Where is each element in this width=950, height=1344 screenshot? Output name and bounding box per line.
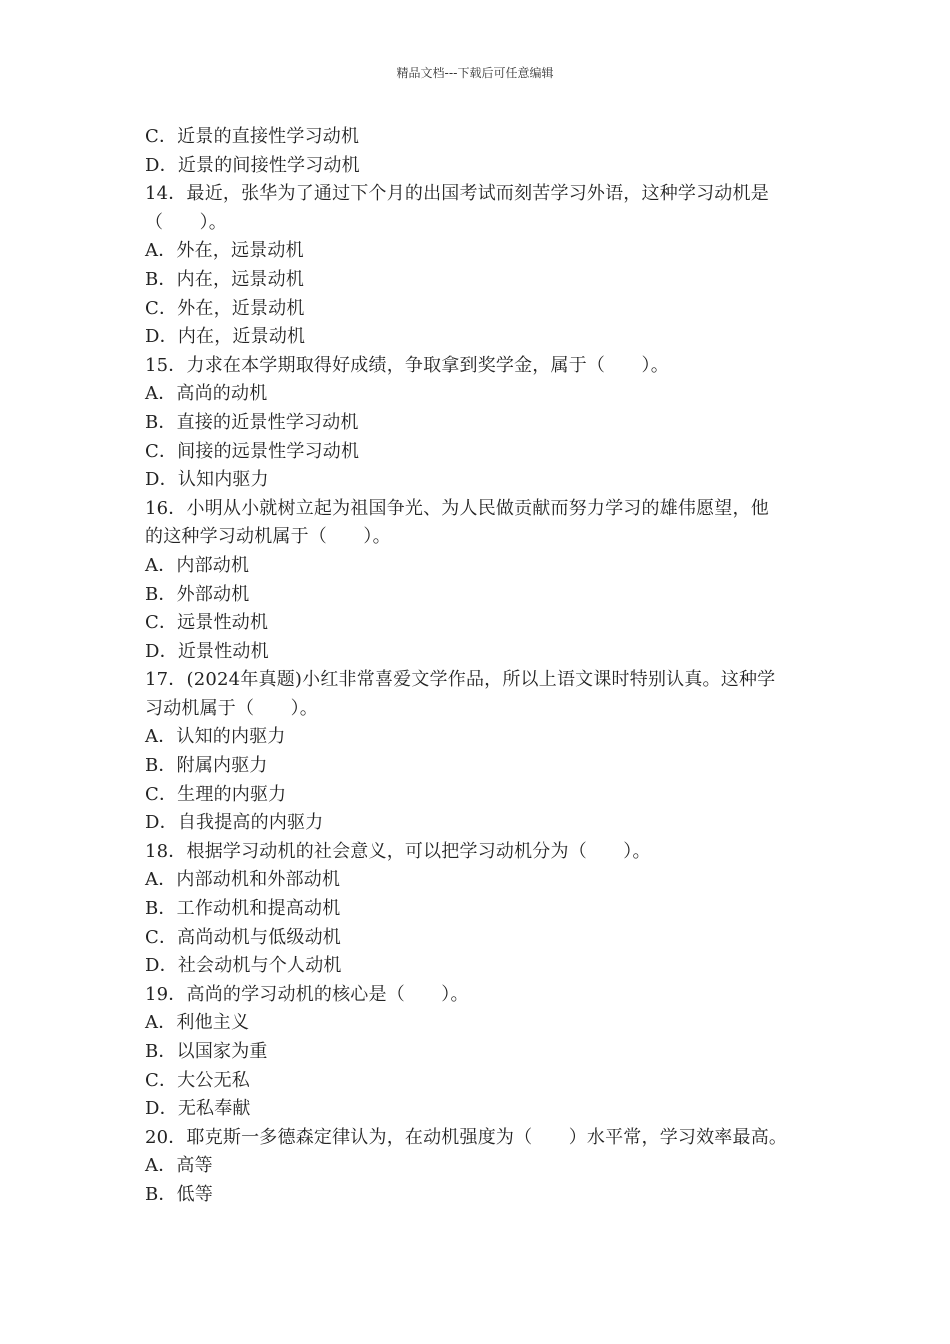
question-16-continued: 的这种学习动机属于（ ）。 <box>145 526 391 548</box>
question-19: 19．高尚的学习动机的核心是（ ）。 <box>145 983 469 1005</box>
question-17: 17．(2024年真题)小红非常喜爱文学作品，所以上语文课时特别认真。这种学 <box>145 669 776 691</box>
option-line: A．内部动机 <box>145 554 250 576</box>
question-18: 18．根据学习动机的社会意义，可以把学习动机分为（ ）。 <box>145 840 651 862</box>
option-line: D．内在，近景动机 <box>145 326 306 348</box>
option-line: D．近景的间接性学习动机 <box>145 154 360 176</box>
option-line: D．无私奉献 <box>145 1098 251 1120</box>
option-line: B．直接的近景性学习动机 <box>145 411 359 433</box>
option-line: B．外部动机 <box>145 583 250 605</box>
option-line: C．高尚动机与低级动机 <box>145 926 341 948</box>
option-line: A．外在，远景动机 <box>145 240 304 262</box>
question-17-continued: 习动机属于（ ）。 <box>145 697 318 719</box>
option-line: C．外在，近景动机 <box>145 297 305 319</box>
option-line: A．内部动机和外部动机 <box>145 869 341 891</box>
question-16: 16．小明从小就树立起为祖国争光、为人民做贡献而努力学习的雄伟愿望，他 <box>145 497 769 519</box>
option-line: B．内在，远景动机 <box>145 268 305 290</box>
question-20: 20．耶克斯一多德森定律认为，在动机强度为（ ）水平常，学习效率最高。 <box>145 1126 788 1148</box>
option-line: D．社会动机与个人动机 <box>145 955 342 977</box>
question-15: 15．力求在本学期取得好成绩，争取拿到奖学金，属于（ ）。 <box>145 354 669 376</box>
option-line: A．利他主义 <box>145 1012 250 1034</box>
page-header: 精品文档---下载后可任意编辑 <box>396 66 554 80</box>
option-line: B．以国家为重 <box>145 1041 268 1062</box>
document-body <box>145 123 825 1210</box>
option-line: C．近景的直接性学习动机 <box>145 126 360 147</box>
option-line: D．近景性动机 <box>145 640 269 662</box>
option-line: B．工作动机和提高动机 <box>145 898 341 920</box>
option-line: D．自我提高的内驱力 <box>145 812 324 834</box>
option-line: C．大公无私 <box>145 1069 250 1091</box>
option-line: C．间接的远景性学习动机 <box>145 440 360 462</box>
option-line: A．高尚的动机 <box>145 383 268 405</box>
option-line: C．生理的内驱力 <box>145 783 287 805</box>
question-14: 14．最近，张华为了通过下个月的出国考试而刻苦学习外语，这种学习动机是 <box>145 183 769 205</box>
option-line: A．高等 <box>145 1155 213 1177</box>
option-line: B．附属内驱力 <box>145 755 268 777</box>
option-line: D．认知内驱力 <box>145 469 269 491</box>
question-14-continued: （ ）。 <box>145 211 227 233</box>
option-line: A．认知的内驱力 <box>145 726 286 748</box>
option-line: C．远景性动机 <box>145 612 269 634</box>
option-line: B．低等 <box>145 1183 214 1205</box>
